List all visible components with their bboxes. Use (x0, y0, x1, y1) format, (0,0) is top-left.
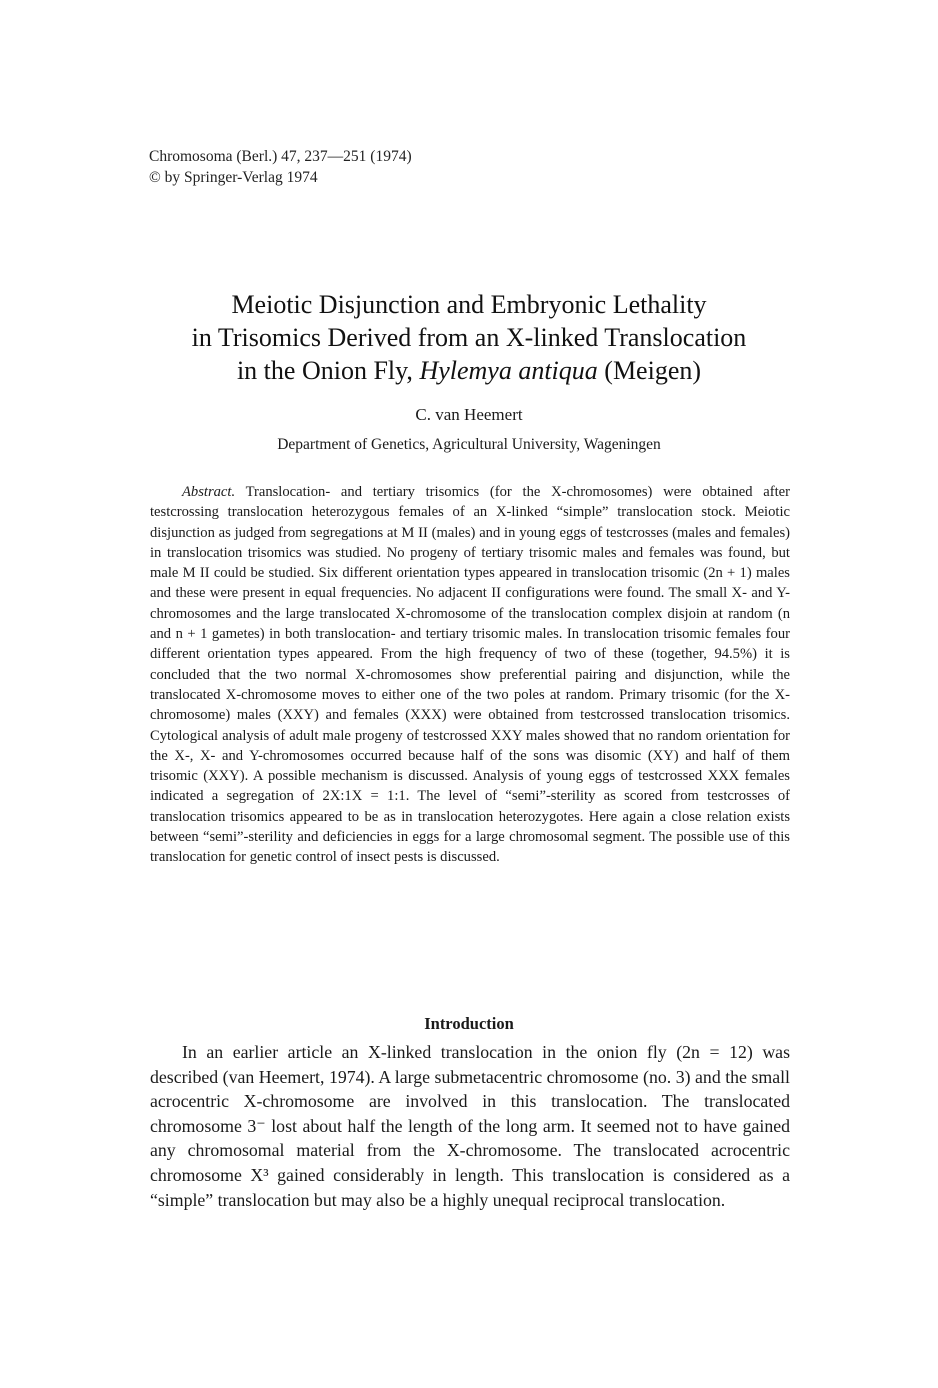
abstract-text: Translocation- and tertiary trisomics (for the X-chromosomes) were obtained after testcrossing translocation heterozygous females of an X-linked “simple” translocation stock. Meiotic disjunction as judged from segregations at M II (males) and in young eggs of testcrosses (males and females) in translocation trisomics was studied. No progeny of tertiary trisomic males and females was found, but male M II could be studied. Six different orientation types appeared in translocation trisomic (2n + 1) males and these were present in equal frequencies. No adjacent II configurations were found. The small X- and Y-chromosomes and the large translocated X-chromosome of the translocation complex disjoin at random (n and n + 1 gametes) in both translocation- and tertiary trisomic males. In translocation trisomic females four different orientation types appeared. From the high frequency of two of these (together, 94.5%) it is concluded that the two normal X-chromosomes show preferential pairing and disjunction, while the translocated X-chromosome moves to either one of the two poles at random. Primary trisomic (for the X-chromosome) males (XXY) and females (XXX) were obtained from testcrossed translocation trisomics. Cytological analysis of adult male progeny of testcrossed XXY males showed that no random orientation for the X-, X- and Y-chromosomes occurred because half of the sons was disomic (XY) and half of them trisomic (XXY). A possible mechanism is discussed. Analysis of young eggs of testcrossed XXX females indicated a segregation of 2X:1X = 1:1. The level of “semi”-sterility as scored from testcrosses of translocation trisomics appeared to be as in translocation heterozygotes. Here again a close relation exists between “semi”-sterility and deficiencies in eggs for a large chromosomal segment. The possible use of this translocation for genetic control of insect pests is discussed. (150, 484, 790, 866)
author-name: C. van Heemert (415, 405, 523, 424)
journal-citation: Chromosoma (Berl.) 47, 237—251 (1974) (149, 148, 412, 165)
title-line-2: in Trisomics Derived from an X-linked Translocation (191, 323, 747, 352)
introduction-body (150, 1040, 790, 1212)
species-name: Hylemya antiqua (419, 356, 598, 385)
journal-header (149, 146, 412, 188)
introduction-paragraph: In an earlier article an X-linked translocation in the onion fly (2n = 12) was described (van Heemert, 1974). A large submetacentric chromosome (no. 3) and the small acrocentric X-chromosome are involved in this translocation. The translocated chromosome 3⁻ lost about half the length of the long arm. It seemed not to have gained any chromosomal material from the X-chromosome. The translocated acrocentric chromosome X³ gained considerably in length. This translocation is considered as a “simple” translocation but may also be a highly unequal reciprocal translocation. (150, 1042, 790, 1210)
title-line-3-prefix: in the Onion Fly, (236, 356, 420, 385)
abstract-paragraph (150, 482, 790, 868)
article-title (100, 288, 838, 387)
title-line-3-suffix: (Meigen) (597, 356, 702, 385)
title-line-3 (100, 354, 838, 387)
abstract-label: Abstract. (182, 484, 236, 500)
author-affiliation: Department of Genetics, Agricultural University, Wageningen (277, 436, 661, 453)
abstract (150, 482, 790, 868)
title-line-1: Meiotic Disjunction and Embryonic Lethality (231, 290, 707, 319)
section-heading-introduction: Introduction (424, 1014, 514, 1033)
copyright-notice: © by Springer-Verlag 1974 (149, 169, 318, 186)
